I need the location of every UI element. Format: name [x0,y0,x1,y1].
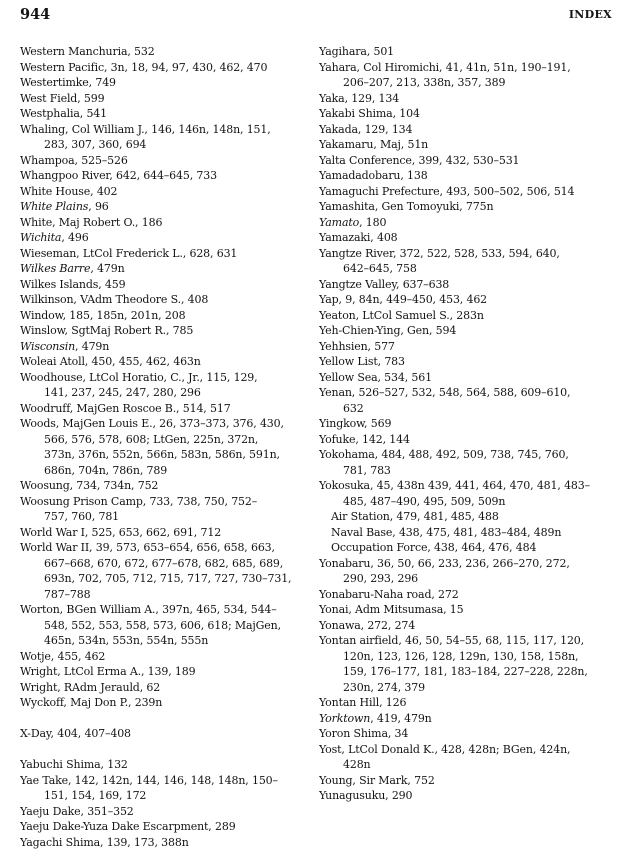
entry-text: Yalta Conference, 399, 432, 530–531 [319,153,520,167]
index-entry-continuation [20,432,307,448]
entry-text: Yap, 9, 84n, 449–450, 453, 462 [319,293,488,306]
entry-text: 757, 760, 781 [44,510,120,523]
index-entry [319,106,613,122]
index-entry [319,153,613,169]
index-entry-continuation [319,401,613,417]
entry-text: Westphalia, 541 [20,107,108,120]
entry-text: 632 [343,401,364,415]
index-entry-continuation [20,618,307,634]
entry-text: Yaka, 129, 134 [319,91,400,105]
index-entry [319,742,613,758]
index-entry [319,60,613,76]
entry-text: Worton, BGen William A., 397n, 465, 534, 544– [20,603,277,616]
index-entry [319,556,613,572]
index-entry-continuation [20,447,307,463]
index-entry [20,370,307,386]
entry-text: Yaeju Dake, 351–352 [20,804,134,818]
index-entry [20,153,307,169]
entry-text: West Field, 599 [20,91,105,105]
index-entry [319,478,613,494]
entry-text: Yonawa, 272, 274 [319,618,416,632]
index-entry-continuation [319,664,613,680]
index-entry [20,525,307,541]
entry-text: Yeh-Chien-Ying, Gen, 594 [319,324,457,337]
entry-text: Wright, RAdm Jerauld, 62 [20,680,161,694]
index-entry [319,230,613,246]
index-entry-continuation [20,385,307,401]
index-entry-continuation [20,788,307,804]
index-entry [20,246,307,262]
entry-text: 686n, 704n, 786n, 789 [44,463,168,477]
italic-title: Yorktown [319,711,371,725]
entry-text: Naval Base, 438, 475, 481, 483–484, 489n [331,525,562,539]
entry-text: Yingkow, 569 [319,417,392,430]
index-entry [20,478,307,494]
index-subentry [319,525,613,541]
entry-text: Yae Take, 142, 142n, 144, 146, 148, 148n, 150– [20,773,278,787]
section-gap [20,711,307,727]
entry-text: Wilkinson, VAdm Theodore S., 408 [20,293,209,306]
index-entry [319,122,613,138]
entry-text: Yunagusuku, 290 [319,789,413,802]
entry-text: Yokosuka, 45, 438n 439, 441, 464, 470, 481, 483– [319,479,590,492]
index-entry [319,44,613,60]
index-entry [20,308,307,324]
entry-text: 151, 154, 169, 172 [44,789,147,802]
index-entry [20,60,307,76]
entry-text: 141, 237, 245, 247, 280, 296 [44,386,201,399]
index-entry [319,215,613,231]
index-entry [20,215,307,231]
entry-text: Yontan Hill, 126 [319,696,407,709]
page-number: 944 [20,6,51,23]
entry-text: Yoron Shima, 34 [319,727,409,740]
entry-text: Yagihara, 501 [319,45,395,58]
index-entry [319,447,613,463]
index-entry [319,416,613,432]
index-entry [20,122,307,138]
index-subentry [319,540,613,556]
entry-text: Woleai Atoll, 450, 455, 462, 463n [20,355,201,368]
entry-text: Yaeju Dake-Yuza Dake Escarpment, 289 [20,820,236,833]
entry-text: Yagachi Shima, 139, 173, 388n [20,835,189,849]
entry-text: 642–645, 758 [343,262,417,275]
index-entry-continuation [20,571,307,587]
index-entry [319,199,613,215]
index-entry [20,91,307,107]
entry-text: Wyckoff, Maj Don P., 239n [20,696,163,709]
page-header [20,6,612,26]
entry-text: Yamaguchi Prefecture, 493, 500–502, 506, 514 [319,184,575,198]
index-entry [319,773,613,789]
entry-text: Yahara, Col Hiromichi, 41, 41n, 51n, 190–191, [319,60,571,74]
index-entry [20,354,307,370]
italic-title: Wisconsin [20,339,76,353]
entry-text: Woosung Prison Camp, 733, 738, 750, 752– [20,494,258,508]
entry-text: Woods, MajGen Louis E., 26, 373–373, 376, 430, [20,417,284,430]
index-entry-continuation [20,137,307,153]
index-entry [319,633,613,649]
entry-text: Winslow, SgtMaj Robert R., 785 [20,324,194,337]
index-entry-continuation [319,680,613,696]
index-entry [20,540,307,556]
entry-text: 693n, 702, 705, 712, 715, 717, 727, 730–731, [44,572,292,585]
entry-text: Yonabaru, 36, 50, 66, 233, 236, 266–270, 272, [319,556,570,570]
index-entry [319,726,613,742]
entry-text: 787–788 [44,587,91,601]
index-entry-continuation [20,463,307,479]
entry-text: Western Manchuria, 532 [20,45,155,58]
entry-text: Whampoa, 525–526 [20,153,128,167]
index-entry [20,680,307,696]
index-entry [319,339,613,355]
entry-text: Wright, LtCol Erma A., 139, 189 [20,665,196,678]
index-entry [20,339,307,355]
index-entry-continuation [319,75,613,91]
entry-text: Yamazaki, 408 [319,231,398,244]
entry-text: World War II, 39, 573, 653–654, 656, 658, 663, [20,541,275,554]
entry-text: Woodruff, MajGen Roscoe B., 514, 517 [20,401,231,415]
index-entry [20,168,307,184]
italic-title: White Plains [20,200,89,213]
entry-text: Occupation Force, 438, 464, 476, 484 [331,541,537,554]
entry-text: Yokohama, 484, 488, 492, 509, 738, 745, 760, [319,448,569,461]
index-entry-continuation [20,556,307,572]
entry-text: , 479n [75,339,110,353]
index-entry [319,292,613,308]
index-entry [319,277,613,293]
index-entry [319,354,613,370]
entry-text: Yamadadobaru, 138 [319,169,428,182]
section-gap [20,742,307,758]
italic-title: Wilkes Barre [20,262,91,275]
index-entry [20,494,307,510]
entry-text: Yofuke, 142, 144 [319,432,410,446]
italic-title: Yamato [319,215,360,229]
entry-text: Western Pacific, 3n, 18, 94, 97, 430, 462, 470 [20,60,268,74]
entry-text: 428n [343,758,371,771]
index-entry [20,773,307,789]
entry-text: Yonai, Adm Mitsumasa, 15 [319,603,464,616]
entry-text: 159, 176–177, 181, 183–184, 227–228, 228n, [343,665,588,678]
entry-text: 548, 552, 553, 558, 573, 606, 618; MajGen, [44,618,281,632]
entry-text: Whaling, Col William J., 146, 146n, 148n, 151, [20,122,271,136]
entry-text: Westertimke, 749 [20,76,116,89]
index-entry [20,106,307,122]
index-entry [319,695,613,711]
entry-text: Wilkes Islands, 459 [20,277,126,291]
entry-text: , 496 [61,231,89,244]
index-entry [319,432,613,448]
index-entry [319,168,613,184]
index-entry [319,137,613,153]
index-entry-continuation [20,633,307,649]
entry-text: White, Maj Robert O., 186 [20,215,163,229]
entry-text: 120n, 123, 126, 128, 129n, 130, 158, 158n, [343,649,579,663]
entry-text: Wotje, 455, 462 [20,649,106,663]
index-entry [20,261,307,277]
index-entry [319,788,613,804]
index-entry [20,199,307,215]
entry-text: Yonabaru-Naha road, 272 [319,587,459,601]
index-entry [20,804,307,820]
entry-text: White House, 402 [20,184,118,198]
entry-text: , 419, 479n [370,711,432,725]
index-entry [319,184,613,200]
index-entry [319,618,613,634]
index-entry-continuation [319,463,613,479]
index-entry [319,587,613,603]
entry-text: Yehhsien, 577 [319,339,395,353]
entry-text: Yellow Sea, 534, 561 [319,370,432,384]
index-entry [20,602,307,618]
entry-text: Yenan, 526–527, 532, 548, 564, 588, 609–610, [319,386,571,399]
index-entry [20,726,307,742]
index-entry [319,711,613,727]
index-entry-continuation [20,509,307,525]
entry-text: 206–207, 213, 338n, 357, 389 [343,76,506,89]
entry-text: Woosung, 734, 734n, 752 [20,479,159,492]
index-entry [319,91,613,107]
index-entry [20,75,307,91]
index-entry-continuation [319,649,613,665]
entry-text: 485, 487–490, 495, 509, 509n [343,494,506,508]
entry-text: Yontan airfield, 46, 50, 54–55, 68, 115, 117, 120, [319,634,584,647]
entry-text: Young, Sir Mark, 752 [319,773,435,787]
index-entry-continuation [319,571,613,587]
entry-text: Yangtze River, 372, 522, 528, 533, 594, 640, [319,246,560,260]
index-entry-continuation [20,587,307,603]
entry-text: , 96 [88,200,109,213]
entry-text: Wieseman, LtCol Frederick L., 628, 631 [20,246,238,260]
index-entry [20,416,307,432]
entry-text: 781, 783 [343,463,391,477]
entry-text: Woodhouse, LtCol Horatio, C., Jr., 115, 129, [20,370,258,384]
entry-text: 230n, 274, 379 [343,680,425,694]
index-entry [319,308,613,324]
entry-text: Yakabi Shima, 104 [319,107,420,120]
index-entry [20,323,307,339]
index-column-right [319,44,613,804]
index-entry [20,649,307,665]
index-entry [20,277,307,293]
entry-text: 283, 307, 360, 694 [44,138,147,151]
entry-text: Yellow List, 783 [319,355,405,368]
index-entry [20,292,307,308]
index-subentry [319,509,613,525]
index-entry [319,385,613,401]
index-column-left [20,44,307,850]
index-entry [20,230,307,246]
index-entry [20,757,307,773]
entry-text: Yeaton, LtCol Samuel S., 283n [319,308,484,322]
entry-text: Air Station, 479, 481, 485, 488 [331,510,499,523]
entry-text: Yakamaru, Maj, 51n [319,138,429,151]
index-entry [319,246,613,262]
index-entry [20,401,307,417]
index-entry-continuation [319,757,613,773]
index-entry [20,695,307,711]
entry-text: Yabuchi Shima, 132 [20,758,128,771]
entry-text: World War I, 525, 653, 662, 691, 712 [20,525,222,539]
entry-text: 465n, 534n, 553n, 554n, 555n [44,634,209,647]
index-entry [319,323,613,339]
entry-text: 373n, 376n, 552n, 566n, 583n, 586n, 591n, [44,448,280,461]
entry-text: Yangtze Valley, 637–638 [319,277,450,291]
index-entry [20,44,307,60]
entry-text: , 180 [359,215,387,229]
index-entry [20,184,307,200]
running-head: INDEX [568,8,612,21]
entry-text: Whangpoo River, 642, 644–645, 733 [20,169,217,182]
entry-text: Yakada, 129, 134 [319,122,413,136]
index-entry [319,602,613,618]
entry-text: Window, 185, 185n, 201n, 208 [20,308,186,322]
index-entry [20,664,307,680]
index-entry [319,370,613,386]
index-entry-continuation [319,494,613,510]
entry-text: Yost, LtCol Donald K., 428, 428n; BGen, 424n, [319,742,571,756]
index-entry-continuation [319,261,613,277]
entry-text: , 479n [90,262,125,275]
index-entry [20,835,307,851]
entry-text: 566, 576, 578, 608; LtGen, 225n, 372n, [44,432,259,446]
entry-text: Yamashita, Gen Tomoyuki, 775n [319,200,494,213]
index-entry [20,819,307,835]
entry-text: 290, 293, 296 [343,572,419,585]
entry-text: X-Day, 404, 407–408 [20,727,131,740]
italic-title: Wichita [20,231,62,244]
entry-text: 667–668, 670, 672, 677–678, 682, 685, 689, [44,556,284,570]
